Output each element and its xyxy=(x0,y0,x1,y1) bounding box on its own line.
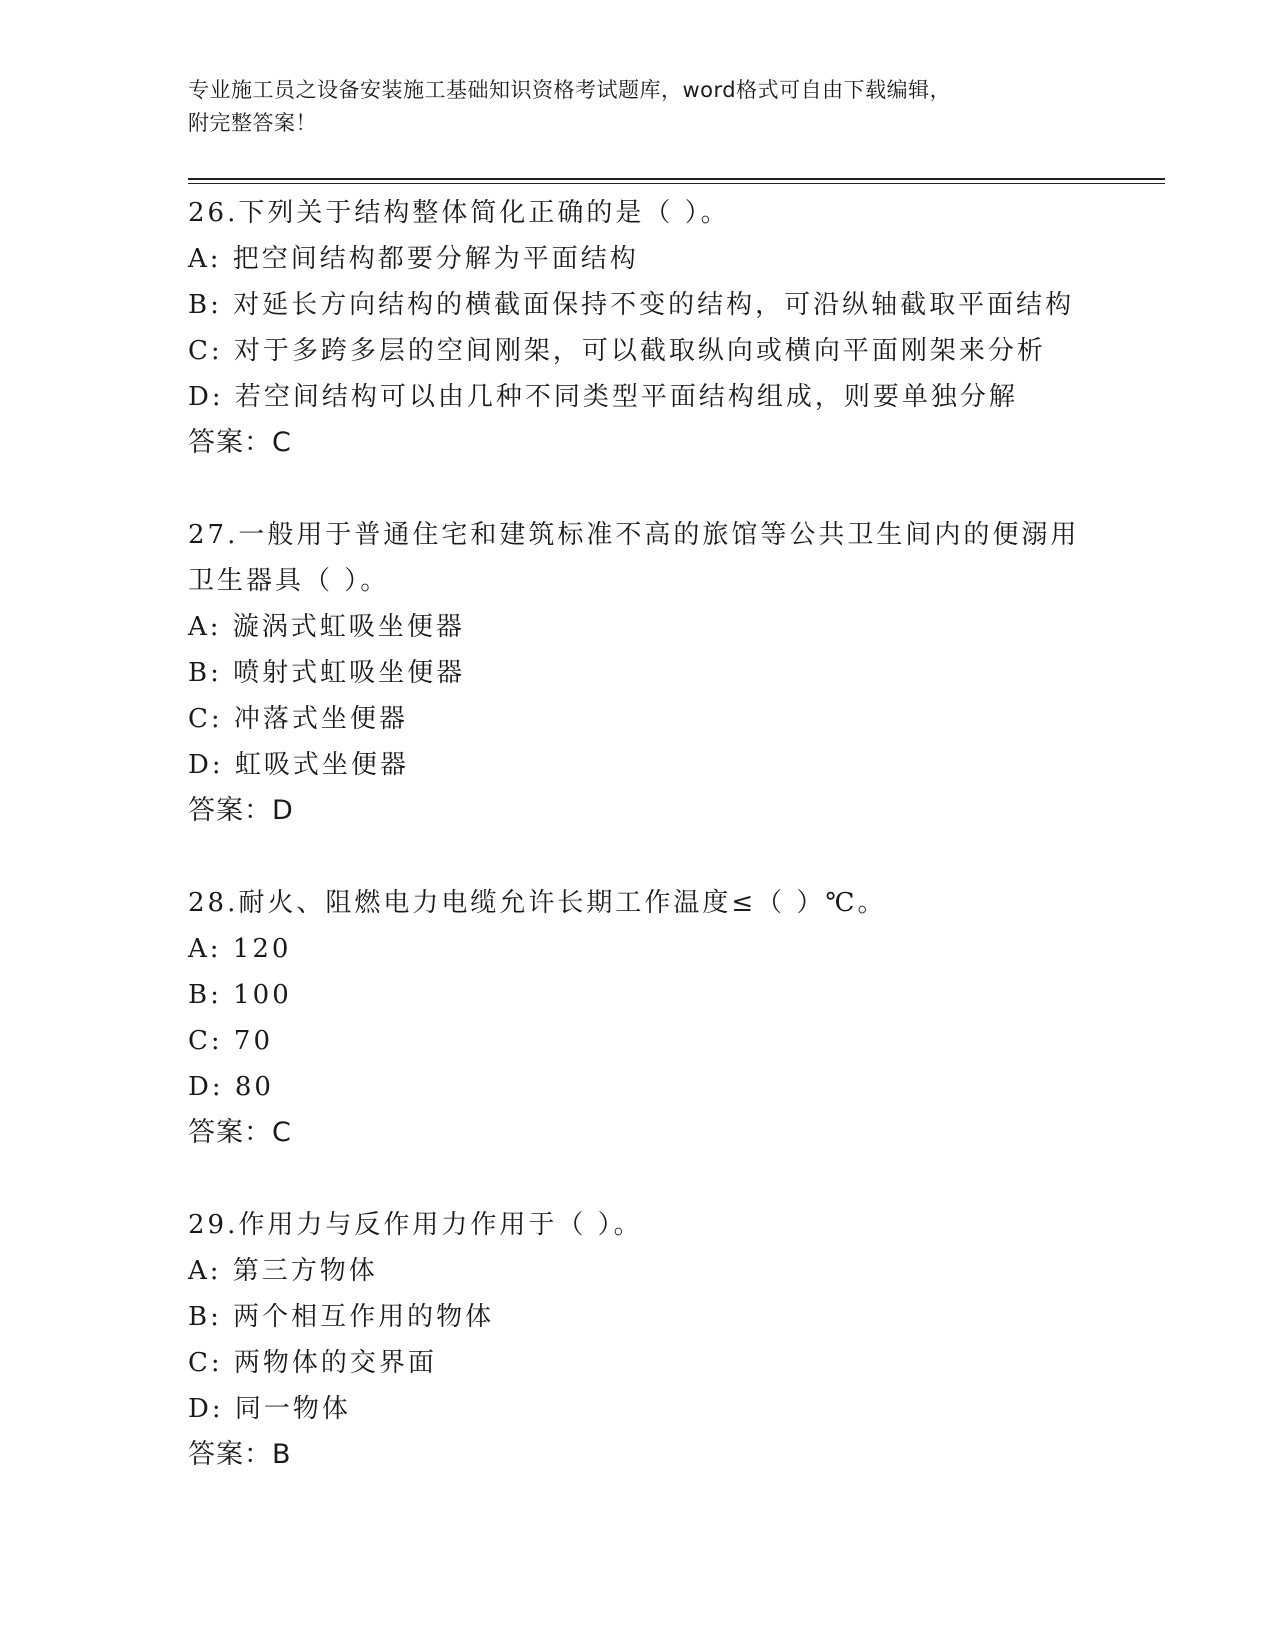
option-c: C: 两物体的交界面 xyxy=(188,1348,437,1378)
spacer xyxy=(188,466,1088,512)
question-list xyxy=(188,190,1088,1478)
option-c: C: 冲落式坐便器 xyxy=(188,704,408,734)
answer-line: 答案：C xyxy=(188,427,292,458)
answer-line: 答案：B xyxy=(188,1439,292,1470)
option-d: D: 若空间结构可以由几种不同类型平面结构组成，则要单独分解 xyxy=(188,382,1018,412)
question-stem: 27.一般用于普通住宅和建筑标准不高的旅馆等公共卫生间内的便溺用 xyxy=(188,520,1080,550)
answer-line: 答案：C xyxy=(188,1117,292,1148)
spacer xyxy=(188,834,1088,880)
question-27 xyxy=(188,512,1088,834)
header-divider-thin xyxy=(188,183,1165,184)
option-a: A: 漩涡式虹吸坐便器 xyxy=(188,612,465,642)
document-header xyxy=(188,74,1088,140)
option-d: D: 80 xyxy=(188,1072,274,1102)
question-29 xyxy=(188,1202,1088,1478)
option-d: D: 同一物体 xyxy=(188,1394,351,1424)
question-26 xyxy=(188,190,1088,466)
option-d: D: 虹吸式坐便器 xyxy=(188,750,409,780)
question-stem-continued: 卫生器具（ ）。 xyxy=(188,566,390,596)
question-stem: 28.耐火、阻燃电力电缆允许长期工作温度≤（ ）℃。 xyxy=(188,888,887,918)
question-stem: 26.下列关于结构整体简化正确的是（ ）。 xyxy=(188,198,730,228)
question-28 xyxy=(188,880,1088,1156)
header-line-2: 附完整答案！ xyxy=(188,111,317,135)
option-a: A: 120 xyxy=(188,934,292,964)
option-b: B: 对延长方向结构的横截面保持不变的结构，可沿纵轴截取平面结构 xyxy=(188,290,1075,320)
header-line-1: 专业施工员之设备安装施工基础知识资格考试题库，word格式可自由下载编辑， xyxy=(188,78,952,102)
answer-line: 答案：D xyxy=(188,795,294,826)
option-b: B: 100 xyxy=(188,980,292,1010)
spacer xyxy=(188,1156,1088,1202)
header-divider-thick xyxy=(188,178,1165,180)
option-c: C: 70 xyxy=(188,1026,274,1056)
option-b: B: 喷射式虹吸坐便器 xyxy=(188,658,466,688)
option-a: A: 把空间结构都要分解为平面结构 xyxy=(188,244,639,274)
option-b: B: 两个相互作用的物体 xyxy=(188,1302,495,1332)
option-a: A: 第三方物体 xyxy=(188,1256,378,1286)
option-c: C: 对于多跨多层的空间刚架，可以截取纵向或横向平面刚架来分析 xyxy=(188,336,1046,366)
question-stem: 29.作用力与反作用力作用于（ ）。 xyxy=(188,1210,643,1240)
